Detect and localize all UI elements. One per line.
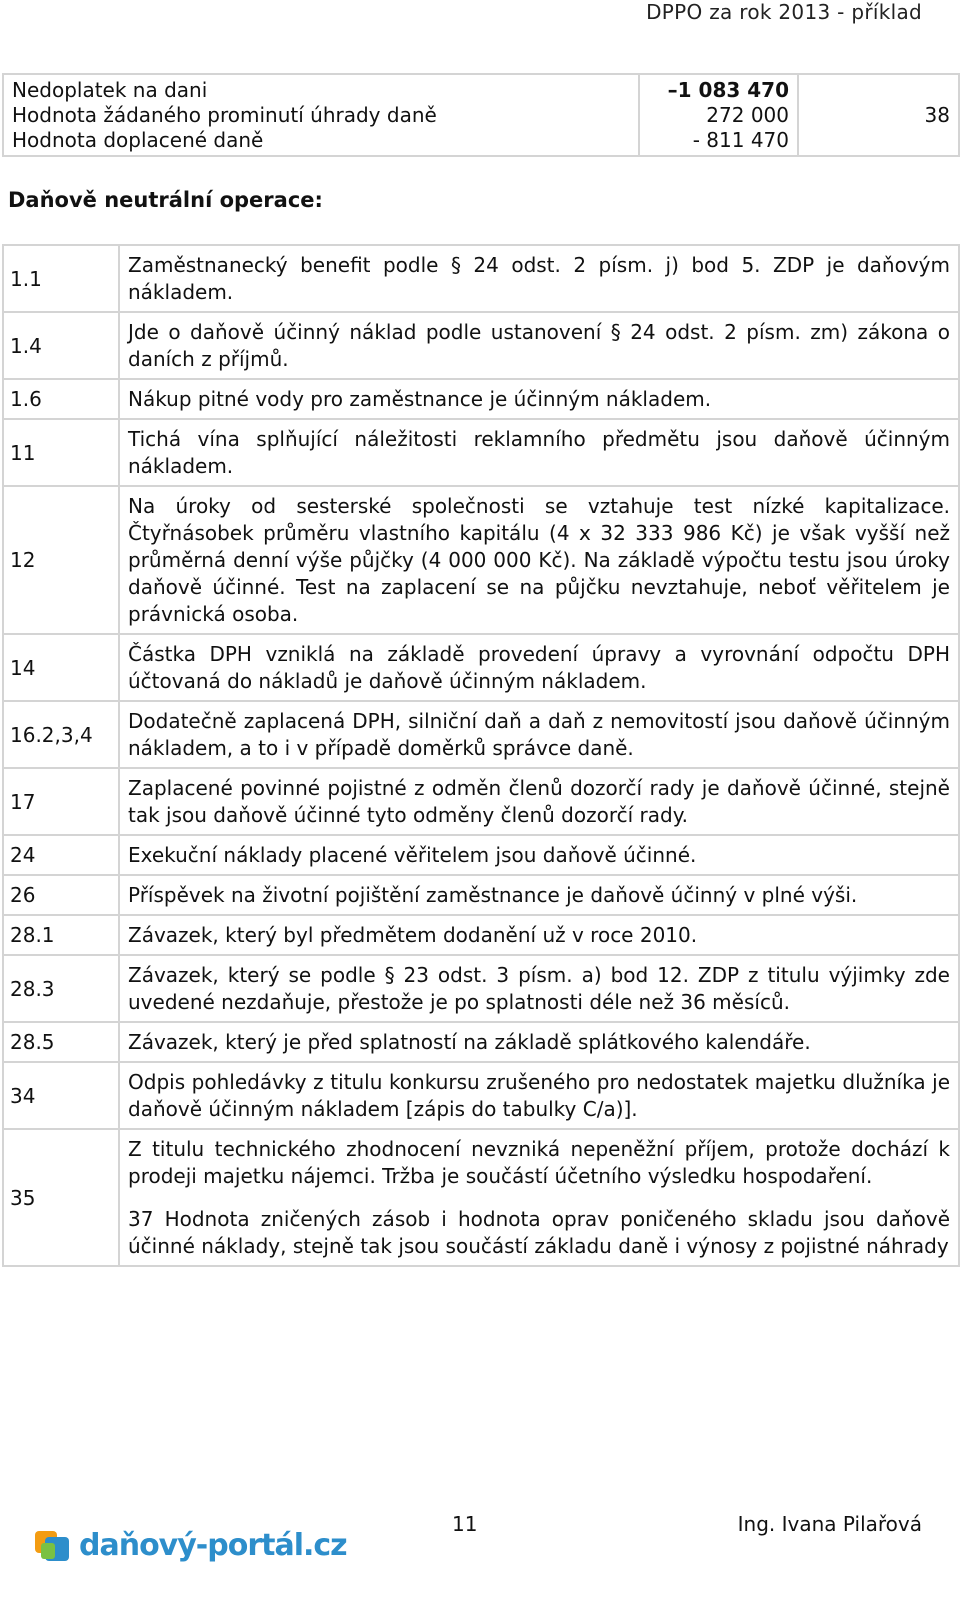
table-row: [3, 379, 959, 419]
table-row: [3, 1062, 959, 1129]
row-description: Dodatečně zaplacená DPH, silniční daň a daň z nemovitostí jsou daňově účinným nákladem, a to i v případě doměrků správce daně.: [128, 709, 950, 760]
portal-logo: [35, 1528, 347, 1563]
table-row: [3, 875, 959, 915]
row-code: 24: [3, 835, 119, 875]
operations-table: [2, 244, 960, 1267]
summary-label: Nedoplatek na dani: [12, 77, 208, 102]
row-code: 16.2,3,4: [3, 701, 119, 768]
row-description-cell: [119, 915, 959, 955]
row-code: 1.4: [3, 312, 119, 379]
row-description-cell: [119, 419, 959, 486]
row-description: Exekuční náklady placené věřitelem jsou daňově účinné.: [128, 843, 697, 867]
row-code: 28.3: [3, 955, 119, 1022]
table-row: [3, 701, 959, 768]
row-description-cell: [119, 701, 959, 768]
portal-logo-text: daňový-portál.cz: [79, 1528, 347, 1563]
page-header-title: DPPO za rok 2013 - příklad: [646, 0, 922, 24]
row-description-cell: [119, 245, 959, 312]
author-name: Ing. Ivana Pilařová: [737, 1512, 922, 1536]
row-description-cell: [119, 486, 959, 634]
tax-summary-table: [2, 73, 960, 157]
row-description: Zaměstnanecký benefit podle § 24 odst. 2 písm. j) bod 5. ZDP je daňovým nákladem.: [128, 253, 950, 304]
row-description-cell: [119, 768, 959, 835]
row-code: 26: [3, 875, 119, 915]
table-row: [3, 486, 959, 634]
row-description-cell: [119, 1129, 959, 1266]
table-row: [3, 768, 959, 835]
page-number: 11: [452, 1512, 478, 1536]
summary-value: –1 083 470: [667, 77, 789, 102]
row-description: Závazek, který se podle § 23 odst. 3 písm. a) bod 12. ZDP z titulu výjimky zde uvedené nezdaňuje, přestože je po splatnosti déle než 36 měsíců.: [128, 963, 950, 1014]
table-row: [3, 1022, 959, 1062]
table-row: [3, 634, 959, 701]
summary-ref: 38: [798, 74, 959, 156]
row-description-cell: [119, 1022, 959, 1062]
row-description: Závazek, který byl předmětem dodanění už v roce 2010.: [128, 923, 698, 947]
row-description-cell: [119, 955, 959, 1022]
table-row: [3, 915, 959, 955]
row-code: 14: [3, 634, 119, 701]
summary-label: Hodnota žádaného prominutí úhrady daně: [12, 102, 437, 127]
row-description: Na úroky od sesterské společnosti se vztahuje test nízké kapitalizace. Čtyřnásobek průměru vlastního kapitálu (4 x 32 333 986 Kč) je však vyšší než průměrná denní výše půjčky (4 000 000 Kč). Na základě výpočtu testu jsou úroky daňově účinné. Test na zaplacení se na půjčku nevztahuje, neboť věřitelem je právnická osoba.: [128, 494, 950, 626]
row-code: 34: [3, 1062, 119, 1129]
row-description-cell: [119, 312, 959, 379]
table-row: [3, 1129, 959, 1266]
row-code: 11: [3, 419, 119, 486]
row-description: Závazek, který je před splatností na základě splátkového kalendáře.: [128, 1030, 811, 1054]
row-code: 28.1: [3, 915, 119, 955]
row-description-cell: [119, 634, 959, 701]
summary-value: 272 000: [706, 102, 789, 127]
row-description: Částka DPH vzniklá na základě provedení úpravy a vyrovnání odpočtu DPH účtovaná do nákladů je daňově účinným nákladem.: [128, 642, 950, 693]
row-code: 12: [3, 486, 119, 634]
portal-logo-icon: [35, 1529, 71, 1563]
row-code: 28.5: [3, 1022, 119, 1062]
row-description: Tichá vína splňující náležitosti reklamního předmětu jsou daňově účinným nákladem.: [128, 427, 950, 478]
table-row: [3, 419, 959, 486]
row-description: Příspěvek na životní pojištění zaměstnance je daňově účinný v plné výši.: [128, 883, 858, 907]
row-description: Nákup pitné vody pro zaměstnance je účinným nákladem.: [128, 387, 712, 411]
table-row: [3, 955, 959, 1022]
row-description: Odpis pohledávky z titulu konkursu zrušeného pro nedostatek majetku dlužníka je daňově účinným nákladem [zápis do tabulky C/a)].: [128, 1070, 950, 1121]
row-description: Z titulu technického zhodnocení nevzniká nepeněžní příjem, protože dochází k prodeji majetku nájemci. Tržba je součástí účetního výsledku hospodaření.: [128, 1137, 950, 1188]
row-code: 35: [3, 1129, 119, 1266]
row-code: 17: [3, 768, 119, 835]
table-row: [3, 245, 959, 312]
row-description: Jde o daňově účinný náklad podle ustanovení § 24 odst. 2 písm. zm) zákona o daních z příjmů.: [128, 320, 950, 371]
row-code: 1.1: [3, 245, 119, 312]
section-title: Daňově neutrální operace:: [8, 188, 323, 212]
row-code: 1.6: [3, 379, 119, 419]
summary-value: - 811 470: [692, 127, 789, 152]
row-description-cell: [119, 1062, 959, 1129]
row-description-cell: [119, 379, 959, 419]
row-description-cell: [119, 835, 959, 875]
table-row: [3, 835, 959, 875]
row-description-extra: 37 Hodnota zničených zásob i hodnota oprav poničeného skladu jsou daňově účinné náklady, stejně tak jsou součástí základu daně i výnosy z pojistné náhrady: [128, 1207, 950, 1258]
row-description: Zaplacené povinné pojistné z odměn členů dozorčí rady je daňově účinné, stejně tak jsou daňově účinné tyto odměny členů dozorčí rady.: [128, 776, 950, 827]
summary-label: Hodnota doplacené daně: [12, 127, 264, 152]
table-row: [3, 312, 959, 379]
row-description-cell: [119, 875, 959, 915]
